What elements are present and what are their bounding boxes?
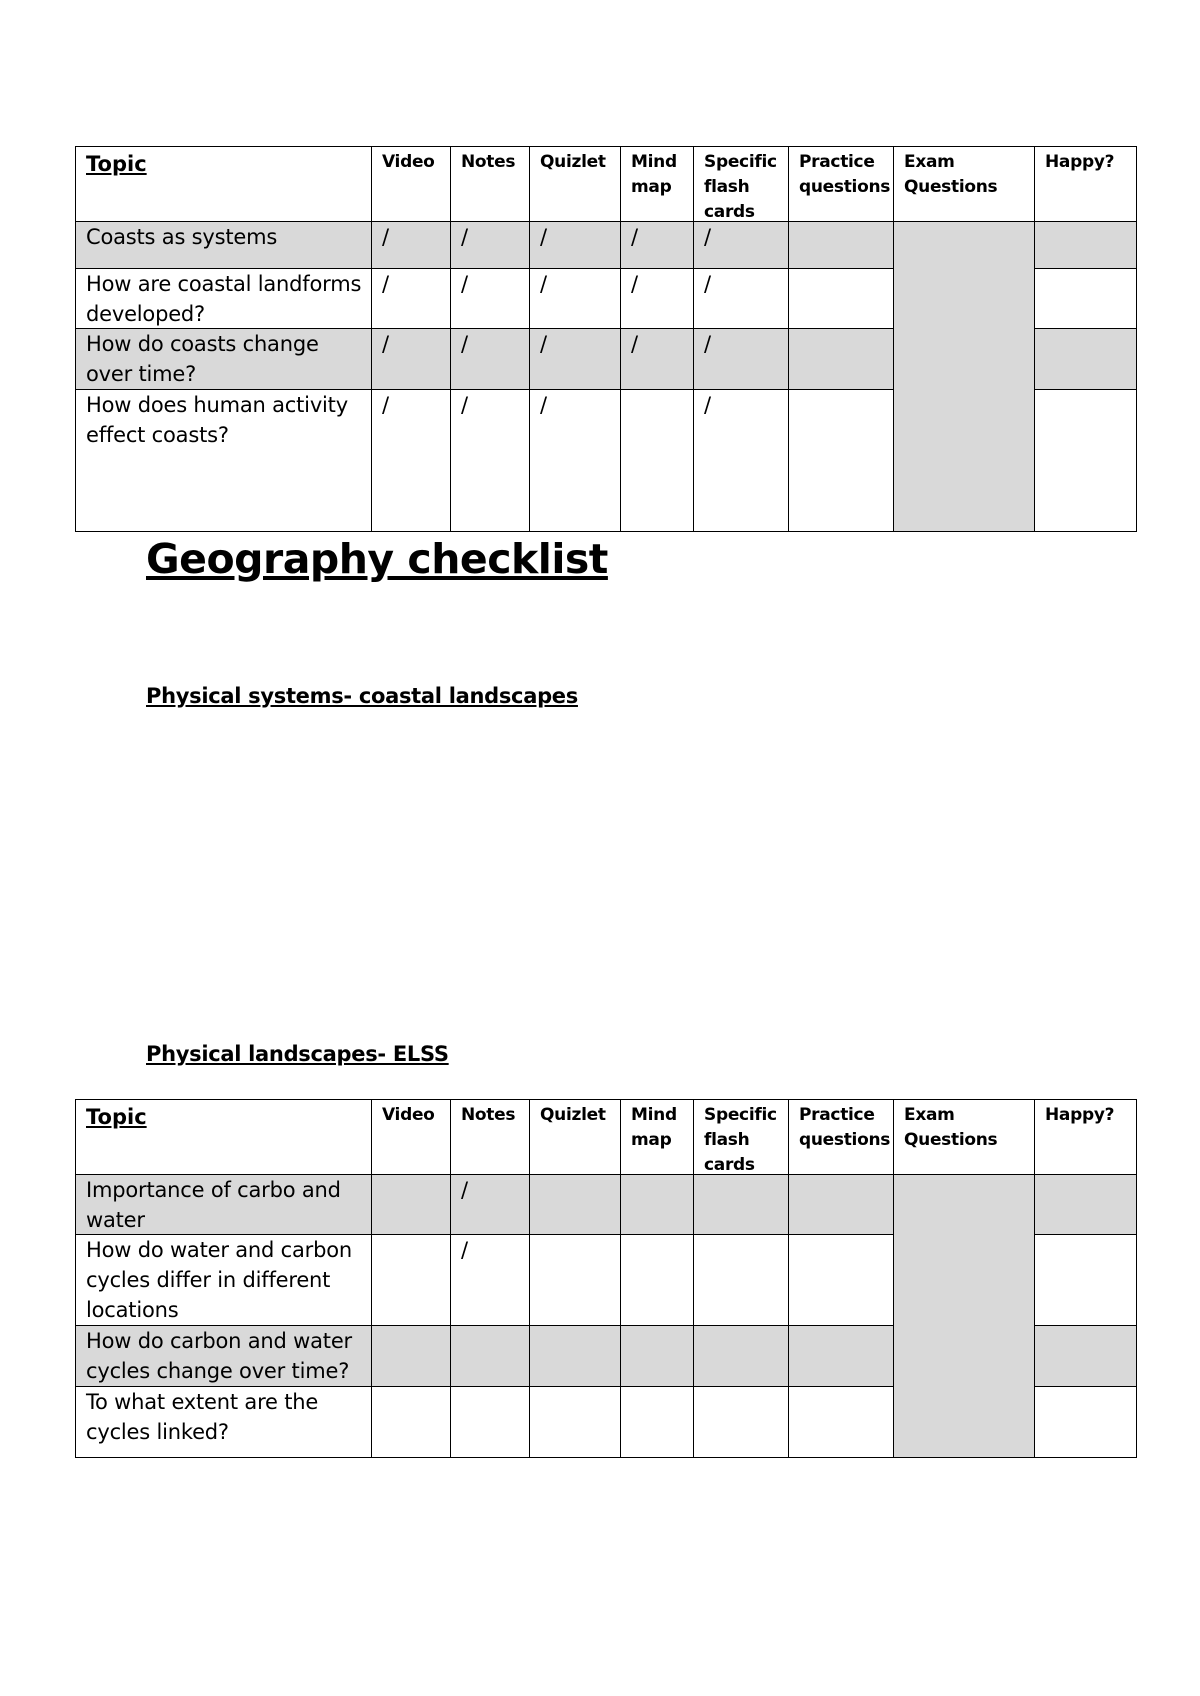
column-divider xyxy=(693,1099,694,1458)
mind-map-check-cell[interactable]: / xyxy=(631,272,639,296)
flash-cards-check-cell[interactable]: / xyxy=(704,225,712,249)
notes-check-cell[interactable] xyxy=(461,1387,524,1415)
header-quizlet: Quizlet xyxy=(540,152,606,172)
flash-cards-check-cell[interactable]: / xyxy=(704,332,712,356)
header-video: Video xyxy=(382,1105,435,1125)
header-notes: Notes xyxy=(461,1105,516,1125)
video-check-cell[interactable]: / xyxy=(382,225,390,249)
header-mind-map: Mind map xyxy=(631,152,677,197)
header-happy: Happy? xyxy=(1045,1105,1115,1125)
flash-cards-check-cell[interactable] xyxy=(704,1326,783,1354)
column-divider xyxy=(1034,1099,1035,1458)
happy-check-cell[interactable] xyxy=(1045,1235,1131,1263)
header-quizlet: Quizlet xyxy=(540,1105,606,1125)
happy-check-cell[interactable] xyxy=(1045,1326,1131,1354)
header-happy: Happy? xyxy=(1045,152,1115,172)
quizlet-check-cell[interactable] xyxy=(540,1235,615,1263)
column-divider xyxy=(788,1099,789,1458)
video-check-cell[interactable]: / xyxy=(382,393,390,417)
flash-cards-check-cell[interactable] xyxy=(704,1175,783,1203)
notes-check-cell[interactable] xyxy=(461,1326,524,1354)
column-divider xyxy=(893,1099,894,1458)
flash-cards-check-cell[interactable]: / xyxy=(704,272,712,296)
notes-check-cell[interactable]: / xyxy=(461,1178,469,1202)
row-divider xyxy=(893,1174,1035,1175)
topic-cell: How do coasts change over time? xyxy=(86,332,319,386)
header-topic: Topic xyxy=(86,152,147,176)
topic-cell: To what extent are the cycles linked? xyxy=(86,1390,319,1444)
quizlet-check-cell[interactable]: / xyxy=(540,272,548,296)
quizlet-check-cell[interactable]: / xyxy=(540,332,548,356)
practice-check-cell[interactable] xyxy=(799,1326,888,1354)
mind-map-check-cell[interactable] xyxy=(631,1235,688,1263)
flash-cards-check-cell[interactable] xyxy=(704,1387,783,1415)
header-notes: Notes xyxy=(461,152,516,172)
topic-cell: How are coastal landforms developed? xyxy=(86,272,362,326)
mind-map-check-cell[interactable] xyxy=(631,1387,688,1415)
video-check-cell[interactable]: / xyxy=(382,272,390,296)
mind-map-check-cell[interactable]: / xyxy=(631,332,639,356)
topic-cell: How do water and carbon cycles differ in different locations xyxy=(86,1238,352,1322)
video-check-cell[interactable]: / xyxy=(382,332,390,356)
section-heading-elss: Physical landscapes- ELSS xyxy=(146,1042,449,1066)
header-exam: Exam Questions xyxy=(904,1105,998,1150)
column-divider xyxy=(75,1099,76,1458)
topic-cell: Coasts as systems xyxy=(86,225,278,249)
section-heading-coastal-landscapes: Physical systems- coastal landscapes xyxy=(146,684,578,708)
header-practice: Practice questions xyxy=(799,1105,891,1150)
video-check-cell[interactable] xyxy=(382,1175,445,1203)
notes-check-cell[interactable]: / xyxy=(461,272,469,296)
happy-check-cell[interactable] xyxy=(1045,1175,1131,1203)
video-check-cell[interactable] xyxy=(382,1387,445,1415)
quizlet-check-cell[interactable] xyxy=(540,1326,615,1354)
column-divider xyxy=(371,1099,372,1458)
flash-cards-check-cell[interactable] xyxy=(704,1235,783,1263)
notes-check-cell[interactable]: / xyxy=(461,225,469,249)
practice-check-cell[interactable] xyxy=(799,1387,888,1415)
practice-check-cell[interactable] xyxy=(799,1235,888,1263)
quizlet-check-cell[interactable] xyxy=(540,1175,615,1203)
header-topic: Topic xyxy=(86,1105,147,1129)
mind-map-check-cell[interactable] xyxy=(631,1175,688,1203)
video-check-cell[interactable] xyxy=(382,1235,445,1263)
header-practice: Practice questions xyxy=(799,152,891,197)
practice-check-cell[interactable] xyxy=(799,1175,888,1203)
notes-check-cell[interactable]: / xyxy=(461,393,469,417)
quizlet-check-cell[interactable]: / xyxy=(540,393,548,417)
column-divider xyxy=(529,1099,530,1458)
topic-cell: How do carbon and water cycles change over time? xyxy=(86,1329,352,1383)
column-divider xyxy=(450,1099,451,1458)
notes-check-cell[interactable]: / xyxy=(461,1238,469,1262)
column-divider xyxy=(620,1099,621,1458)
header-mind-map: Mind map xyxy=(631,1105,677,1150)
page-title: Geography checklist xyxy=(146,535,608,583)
mind-map-check-cell[interactable]: / xyxy=(631,225,639,249)
flash-cards-check-cell[interactable]: / xyxy=(704,393,712,417)
header-exam: Exam Questions xyxy=(904,152,998,197)
quizlet-check-cell[interactable]: / xyxy=(540,225,548,249)
happy-check-cell[interactable] xyxy=(1045,1387,1131,1415)
topic-cell: How does human activity effect coasts? xyxy=(86,393,348,447)
header-flash-cards: Specific flash cards xyxy=(704,1105,777,1175)
table-border xyxy=(75,1099,1137,1100)
video-check-cell[interactable] xyxy=(382,1326,445,1354)
notes-check-cell[interactable]: / xyxy=(461,332,469,356)
table-border xyxy=(75,1457,1137,1458)
header-video: Video xyxy=(382,152,435,172)
mind-map-check-cell[interactable] xyxy=(631,1326,688,1354)
column-divider xyxy=(1136,1099,1137,1458)
quizlet-check-cell[interactable] xyxy=(540,1387,615,1415)
header-flash-cards: Specific flash cards xyxy=(704,152,777,222)
exam-questions-merged-cell xyxy=(893,1174,1034,1457)
topic-cell: Importance of carbo and water xyxy=(86,1178,341,1232)
